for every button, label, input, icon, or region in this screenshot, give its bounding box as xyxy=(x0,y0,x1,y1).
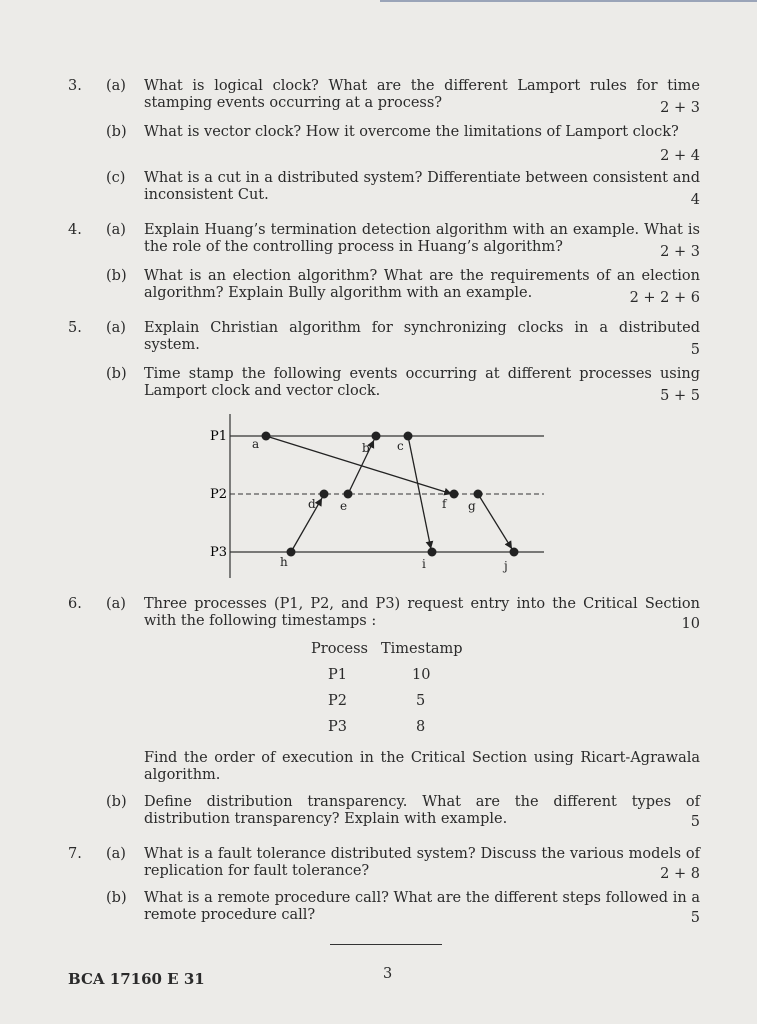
event-label-a: a xyxy=(252,437,260,451)
event-label-c: c xyxy=(397,439,404,453)
event-label-e: e xyxy=(340,499,348,513)
event-label-h: h xyxy=(280,555,288,569)
event-dot-g xyxy=(474,490,483,499)
marks: 2 + 4 xyxy=(660,148,700,164)
part-label: (a) xyxy=(106,320,126,336)
marks: 10 xyxy=(681,616,700,632)
event-dot-f xyxy=(450,490,459,499)
event-label-j: j xyxy=(504,559,508,573)
part-label: (a) xyxy=(106,222,126,238)
question-number: 7. xyxy=(68,846,82,862)
question-text: What is a fault tolerance distributed system? Discuss the various models of replication for fault tolerance? xyxy=(144,846,700,879)
process-label-p2: P2 xyxy=(210,487,228,502)
marks: 2 + 2 + 6 xyxy=(629,290,700,306)
part-label: (a) xyxy=(106,78,126,94)
question-text: Define distribution transparency. What are the different types of distribution transparency? Explain with example. xyxy=(144,794,700,827)
page-number: 3 xyxy=(383,966,393,982)
part-label: (b) xyxy=(106,268,127,284)
process-label-p1: P1 xyxy=(210,429,228,444)
event-label-i: i xyxy=(422,557,426,571)
question-text: Three processes (P1, P2, and P3) request entry into the Critical Section with the following timestamps : xyxy=(144,596,700,629)
event-dot-i xyxy=(428,548,437,557)
event-dot-e xyxy=(344,490,353,499)
table-cell-timestamp: 5 xyxy=(416,693,426,709)
marks: 5 + 5 xyxy=(660,388,700,404)
question-text: What is vector clock? How it overcome the limitations of Lamport clock? xyxy=(144,124,679,140)
marks: 5 xyxy=(690,814,700,830)
question-text: What is a remote procedure call? What are the different steps followed in a remote procedure call? xyxy=(144,890,700,923)
message-h-d xyxy=(291,498,322,552)
marks: 5 xyxy=(690,342,700,358)
table-header-timestamp: Timestamp xyxy=(381,641,463,657)
message-g-j xyxy=(478,494,512,549)
question-text: Time stamp the following events occurring at different processes using Lamport clock and vector clock. xyxy=(144,366,700,399)
marks: 2 + 8 xyxy=(660,866,700,882)
question-number: 6. xyxy=(68,596,82,612)
question-text: What is a cut in a distributed system? Differentiate between consistent and inconsistent Cut. xyxy=(144,170,700,203)
event-dot-a xyxy=(262,432,271,441)
part-label: (b) xyxy=(106,124,127,140)
marks: 4 xyxy=(690,192,700,208)
part-label: (a) xyxy=(106,596,126,612)
end-divider xyxy=(330,944,442,945)
marks: 2 + 3 xyxy=(660,244,700,260)
part-label: (b) xyxy=(106,794,127,810)
paper-code: BCA 17160 E 31 xyxy=(68,970,205,988)
event-label-f: f xyxy=(442,497,447,511)
message-c-i xyxy=(408,436,431,549)
question-text: Explain Huang’s termination detection algorithm with an example. What is the role of the controlling process in Huang’s algorithm? xyxy=(144,222,700,255)
event-dot-c xyxy=(404,432,413,441)
table-cell-timestamp: 10 xyxy=(412,667,431,683)
top-edge-line xyxy=(380,0,757,2)
message-a-f xyxy=(266,436,452,494)
question-number: 4. xyxy=(68,222,82,238)
part-label: (c) xyxy=(106,170,126,186)
part-label: (b) xyxy=(106,366,127,382)
event-dot-j xyxy=(510,548,519,557)
table-cell-timestamp: 8 xyxy=(416,719,426,735)
table-cell-process: P1 xyxy=(328,667,347,683)
table-header-process: Process xyxy=(311,641,369,657)
event-label-b: b xyxy=(362,441,370,455)
process-label-p3: P3 xyxy=(210,545,228,560)
question-text: Explain Christian algorithm for synchronizing clocks in a distributed system. xyxy=(144,320,700,353)
table-cell-process: P2 xyxy=(328,693,347,709)
message-e-b xyxy=(348,440,374,494)
question-number: 5. xyxy=(68,320,82,336)
question-number: 3. xyxy=(68,78,82,94)
part-label: (a) xyxy=(106,846,126,862)
event-dot-b xyxy=(372,432,381,441)
question-text: What is logical clock? What are the different Lamport rules for time stamping events occurring at a process? xyxy=(144,78,700,111)
marks: 2 + 3 xyxy=(660,100,700,116)
part-label: (b) xyxy=(106,890,127,906)
event-dot-h xyxy=(287,548,296,557)
event-label-g: g xyxy=(468,499,476,513)
table-cell-process: P3 xyxy=(328,719,347,735)
event-label-d: d xyxy=(308,497,316,511)
event-dot-d xyxy=(320,490,329,499)
marks: 5 xyxy=(690,910,700,926)
question-text: Find the order of execution in the Critical Section using Ricart-Agrawala algorithm. xyxy=(144,750,700,783)
space-time-diagram xyxy=(196,412,556,582)
question-text: What is an election algorithm? What are the requirements of an election algorithm? Explain Bully algorithm with an example. xyxy=(144,268,700,301)
